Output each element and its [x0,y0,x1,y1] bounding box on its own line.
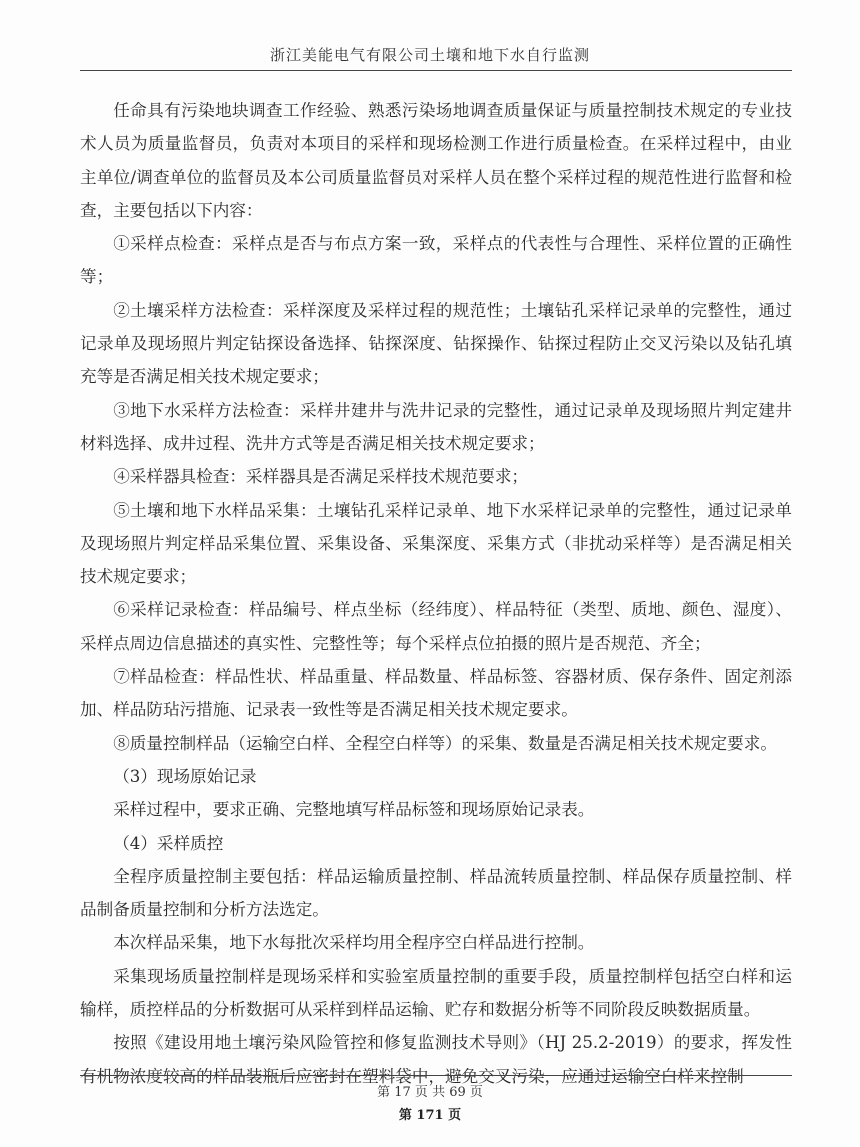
overall-page-number: 第 171 页 [398,1108,462,1123]
paragraph-record: 采样过程中，要求正确、完整地填写样品标签和现场原始记录表。 [113,800,595,820]
paragraph-blank-control: 本次样品采集，地下水每批次采样均用全程序空白样品进行控制。 [113,933,595,953]
paragraph-item-5: ⑤土壤和地下水样品采集：土壤钻孔采样记录单、地下水采样记录单的完整性，通过记录单及现场照片判定样品采集位置、采集设备、采集深度、采集方式（非扰动采样等）是否满足相关技术规定要求； [80,500,792,587]
paragraph-item-8: ⑧质量控制样品（运输空白样、全程空白样等）的采集、数量是否满足相关技术规定要求。 [113,733,777,753]
section-heading-3: （3）现场原始记录 [113,766,257,786]
paragraph-item-1: ①采样点检查：采样点是否与布点方案一致，采样点的代表性与合理性、采样位置的正确性等； [80,234,792,287]
paragraph-item-2: ②土壤采样方法检查：采样深度及采样过程的规范性；土壤钻孔采样记录单的完整性，通过记录单及现场照片判定钻探设备选择、钻探深度、钻探操作、钻探过程防止交叉污染以及钻孔填充等是否满足相关技术规定要求； [80,300,792,387]
paragraph-item-4: ④采样器具检查：采样器具是否满足采样技术规范要求； [113,467,529,487]
paragraph-intro: 任命具有污染地块调查工作经验、熟悉污染场地调查质量保证与质量控制技术规定的专业技术人员为质量监督员，负责对本项目的采样和现场检测工作进行质量检查。在采样过程中，由业主单位/调查单位的监督员及本公司质量监督员对采样人员在整个采样过程的规范性进行监督和检查，主要包括以下内容： [80,101,792,220]
section-heading-4: （4）采样质控 [113,833,224,853]
paragraph-item-7: ⑦样品检查：样品性状、样品重量、样品数量、样品标签、容器材质、保存条件、固定剂添加、样品防玷污措施、记录表一致性等是否满足相关技术规定要求。 [80,667,792,720]
paragraph-guideline: 按照《建设用地土壤污染风险管控和修复监测技术导则》（HJ 25.2-2019）的要求，挥发性有机物浓度较高的样品装瓶后应密封在塑料袋中，避免交叉污染，应通过运输空白样来控制 [80,1033,792,1086]
header-title: 浙江美能电气有限公司土壤和地下水自行监测 [269,46,590,64]
paragraph-qc-scope: 全程序质量控制主要包括：样品运输质量控制、样品流转质量控制、样品保存质量控制、样品制备质量控制和分析方法选定。 [80,866,792,920]
paragraph-qc-samples: 采集现场质量控制样是现场采样和实验室质量控制的重要手段，质量控制样包括空白样和运输样，质控样品的分析数据可从采样到样品运输、贮存和数据分析等不同阶段反映数据质量。 [80,966,792,1020]
paragraph-item-3: ③地下水采样方法检查：采样井建井与洗井记录的完整性，通过记录单及现场照片判定建井材料选择、成井过程、洗井方式等是否满足相关技术规定要求； [80,400,792,453]
footer-divider [80,1075,792,1076]
page-number: 第 17 页 共 69 页 [377,1085,483,1100]
body-text [80,94,792,1093]
paragraph-item-6: ⑥采样记录检查：样品编号、样点坐标（经纬度）、样品特征（类型、质地、颜色、湿度）、采样点周边信息描述的真实性、完整性等；每个采样点位拍摄的照片是否规范、齐全； [80,600,792,653]
header-divider [80,70,792,71]
